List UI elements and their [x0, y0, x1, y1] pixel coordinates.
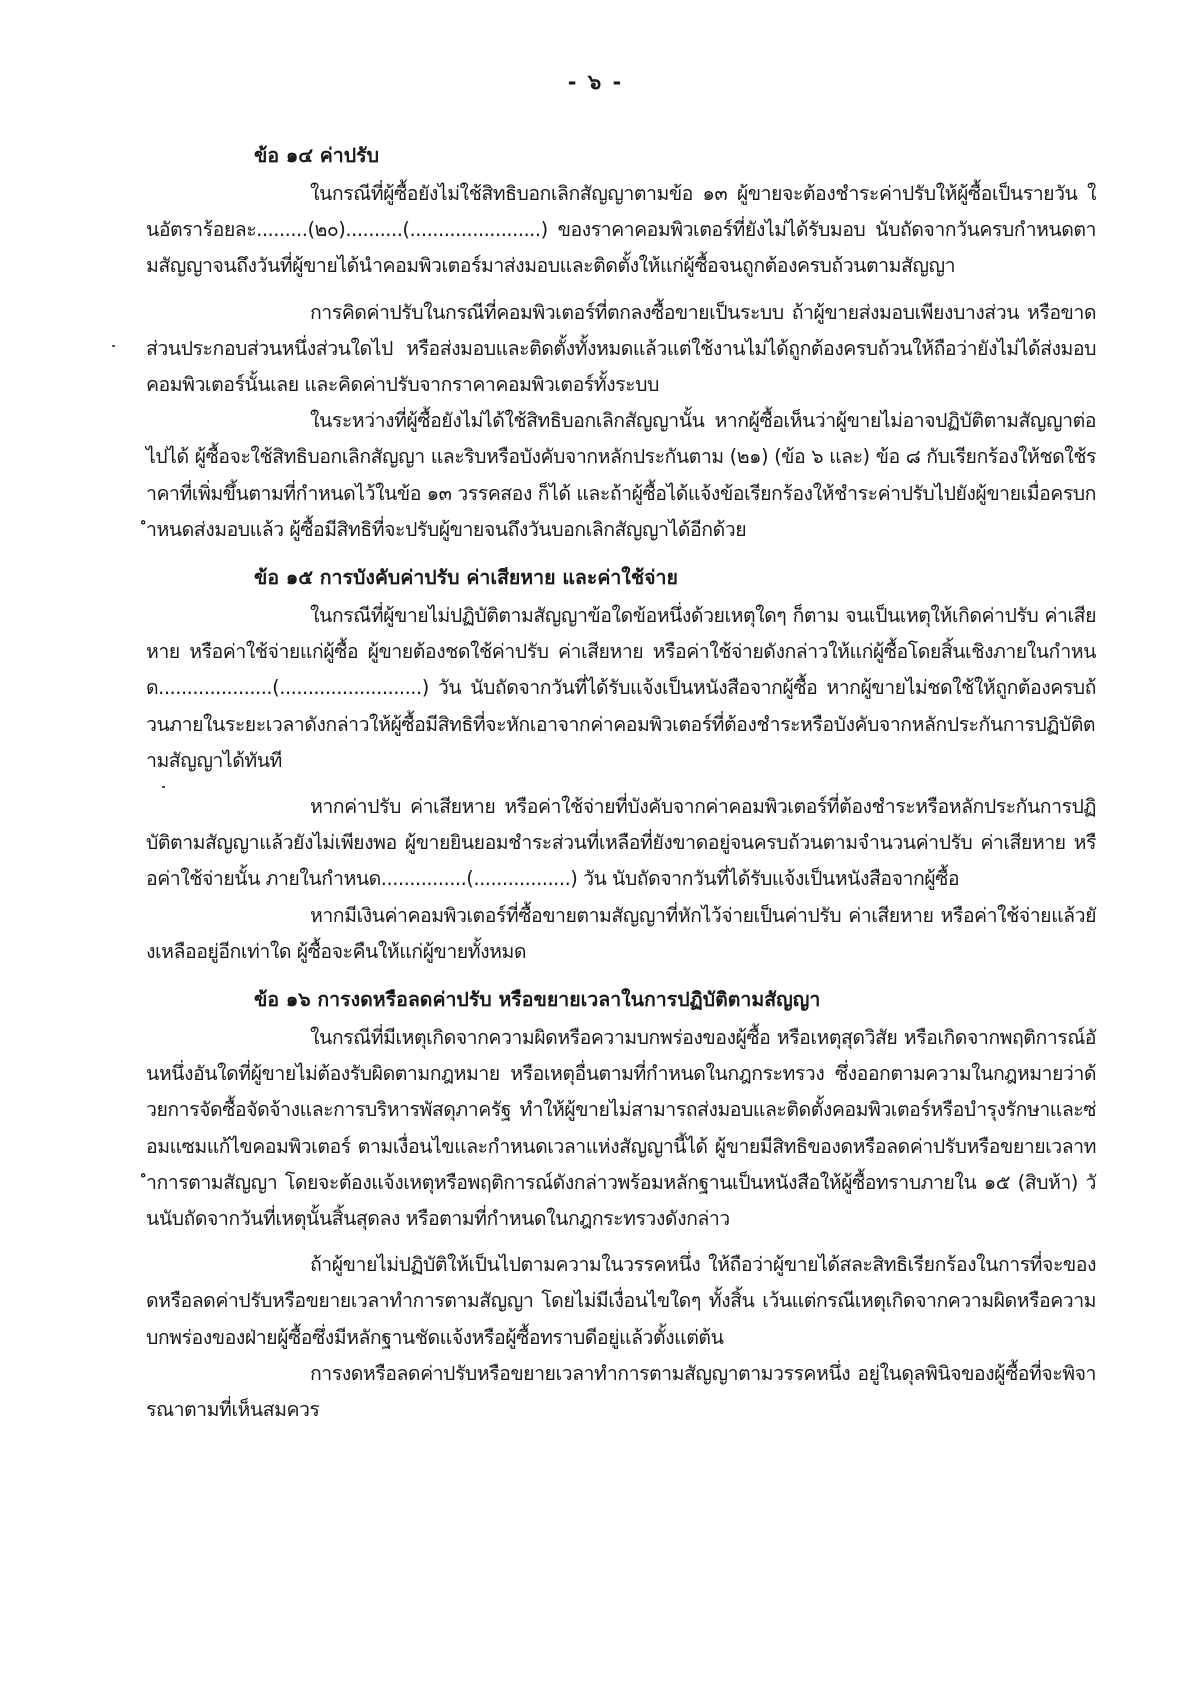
clause-15	[146, 560, 1096, 970]
clause-15-paragraph-3: หากมีเงินค่าคอมพิวเตอร์ที่ซื้อขายตามสัญญาที่หักไว้จ่ายเป็นค่าปรับ ค่าเสียหาย หรือค่าใช้จ่ายแล้วยังเหลืออยู่อีกเท่าใด ผู้ซื้อจะคืนให้แก่ผู้ขายทั้งหมด	[146, 903, 1096, 963]
clause-16-heading: ข้อ ๑๖ การงดหรือลดค่าปรับ หรือขยายเวลาในการปฏิบัติตามสัญญา	[254, 988, 821, 1012]
clause-16-paragraph-1: ในกรณีที่มีเหตุเกิดจากความผิดหรือความบกพร่องของผู้ซื้อ หรือเหตุสุดวิสัย หรือเกิดจากพฤติการณ์อันหนึ่งอันใดที่ผู้ขายไม่ต้องรับผิดตามกฎหมาย หรือเหตุอื่นตามที่กำหนดในกฎกระทรวง ซึ่งออกตามความในกฎหมายว่าด้วยการจัดซื้อจัดจ้างและการบริหารพัสดุภาครัฐ ทำให้ผู้ขายไม่สามารถส่งมอบและติดตั้งคอมพิวเตอร์หรือบำรุงรักษาและซ่อมแซมแก้ไขคอมพิวเตอร์ ตามเงื่อนไขและกำหนดเวลาแห่งสัญญานี้ได้ ผู้ขายมีสิทธิของดหรือลดค่าปรับหรือขยายเวลาทำการตามสัญญา โดยจะต้องแจ้งเหตุหรือพฤติการณ์ดังกล่าวพร้อมหลักฐานเป็นหนังสือให้ผู้ซื้อทราบภายใน ๑๕ (สิบห้า) วันนับถัดจากวันที่เหตุนั้นสิ้นสุดลง หรือตามที่กำหนดในกฎกระทรวงดังกล่าว	[146, 1026, 1096, 1231]
clause-15-heading: ข้อ ๑๕ การบังคับค่าปรับ ค่าเสียหาย และค่าใช้จ่าย	[254, 566, 678, 590]
clause-15-paragraph-2: หากค่าปรับ ค่าเสียหาย หรือค่าใช้จ่ายที่บังคับจากค่าคอมพิวเตอร์ที่ต้องชำระหรือหลักประกันการปฏิบัติตามสัญญาแล้วยังไม่เพียงพอ ผู้ขายยินยอมชำระส่วนที่เหลือที่ยังขาดอยู่จนครบถ้วนตามจำนวนค่าปรับ ค่าเสียหาย หรือค่าใช้จ่ายนั้น ภายในกำหนด...............(.................) วัน นับถัดจากวันที่ได้รับแจ้งเป็นหนังสือจากผู้ซื้อ	[146, 795, 1096, 891]
clause-14-heading: ข้อ ๑๔ ค่าปรับ	[254, 144, 379, 167]
clause-14	[146, 138, 1096, 548]
clause-15-paragraph-1: ในกรณีที่ผู้ขายไม่ปฏิบัติตามสัญญาข้อใดข้อหนึ่งด้วยเหตุใดๆ ก็ตาม จนเป็นเหตุให้เกิดค่าปรับ ค่าเสียหาย หรือค่าใช้จ่ายแก่ผู้ซื้อ ผู้ขายต้องชดใช้ค่าปรับ ค่าเสียหาย หรือค่าใช้จ่ายดังกล่าวให้แก่ผู้ซื้อโดยสิ้นเชิงภายในกำหนด....................(.........................) วัน นับถัดจากวันที่ได้รับแจ้งเป็นหนังสือจากผู้ซื้อ หากผู้ขายไม่ชดใช้ให้ถูกต้องครบถ้วนภายในระยะเวลาดังกล่าวให้ผู้ซื้อมีสิทธิที่จะหักเอาจากค่าคอมพิวเตอร์ที่ต้องชำระหรือบังคับจากหลักประกันการปฏิบัติตามสัญญาได้ทันที	[146, 604, 1096, 772]
margin-speck	[112, 345, 115, 347]
clause-16-paragraph-2: ถ้าผู้ขายไม่ปฏิบัติให้เป็นไปตามความในวรรคหนึ่ง ให้ถือว่าผู้ขายได้สละสิทธิเรียกร้องในการที่จะของดหรือลดค่าปรับหรือขยายเวลาทำการตามสัญญา โดยไม่มีเงื่อนไขใดๆ ทั้งสิ้น เว้นแต่กรณีเหตุเกิดจากความผิดหรือความบกพร่องของฝ่ายผู้ซื้อซึ่งมีหลักฐานชัดแจ้งหรือผู้ซื้อทราบดีอยู่แล้วตั้งแต่ต้น	[146, 1253, 1096, 1349]
page-number: - ๖ -	[567, 70, 624, 94]
clause-14-paragraph-3: ในระหว่างที่ผู้ซื้อยังไม่ได้ใช้สิทธิบอกเลิกสัญญานั้น หากผู้ซื้อเห็นว่าผู้ขายไม่อาจปฏิบัติตามสัญญาต่อไปได้ ผู้ซื้อจะใช้สิทธิบอกเลิกสัญญา และริบหรือบังคับจากหลักประกันตาม (๒๑) (ข้อ ๖ และ) ข้อ ๘ กับเรียกร้องให้ชดใช้ราคาที่เพิ่มขึ้นตามที่กำหนดไว้ในข้อ ๑๓ วรรคสอง ก็ได้ และถ้าผู้ซื้อได้แจ้งข้อเรียกร้องให้ชำระค่าปรับไปยังผู้ขายเมื่อครบกำหนดส่งมอบแล้ว ผู้ซื้อมีสิทธิที่จะปรับผู้ขายจนถึงวันบอกเลิกสัญญาได้อีกด้วย	[146, 409, 1096, 541]
clause-14-paragraph-2: การคิดค่าปรับในกรณีที่คอมพิวเตอร์ที่ตกลงซื้อขายเป็นระบบ ถ้าผู้ขายส่งมอบเพียงบางส่วน หรือขาดส่วนประกอบส่วนหนึ่งส่วนใดไป หรือส่งมอบและติดตั้งทั้งหมดแล้วแต่ใช้งานไม่ได้ถูกต้องครบถ้วนให้ถือว่ายังไม่ได้ส่งมอบคอมพิวเตอร์นั้นเลย และคิดค่าปรับจากราคาคอมพิวเตอร์ทั้งระบบ	[146, 300, 1096, 397]
clause-16-paragraph-3: การงดหรือลดค่าปรับหรือขยายเวลาทำการตามสัญญาตามวรรคหนึ่ง อยู่ในดุลพินิจของผู้ซื้อที่จะพิจารณาตามที่เห็นสมควร	[146, 1361, 1096, 1422]
document-body	[146, 138, 1096, 1428]
clause-14-paragraph-1: ในกรณีที่ผู้ซื้อยังไม่ใช้สิทธิบอกเลิกสัญญาตามข้อ ๑๓ ผู้ขายจะต้องชำระค่าปรับให้ผู้ซื้อเป็นรายวัน ในอัตราร้อยละ.........(๒๐)..........(.......................) ของราคาคอมพิวเตอร์ที่ยังไม่ได้รับมอบ นับถัดจากวันครบกำหนดตามสัญญาจนถึงวันที่ผู้ขายได้นำคอมพิวเตอร์มาส่งมอบและติดตั้งให้แก่ผู้ซื้อจนถูกต้องครบถ้วนตามสัญญา	[146, 182, 1096, 278]
clause-16	[146, 982, 1096, 1428]
